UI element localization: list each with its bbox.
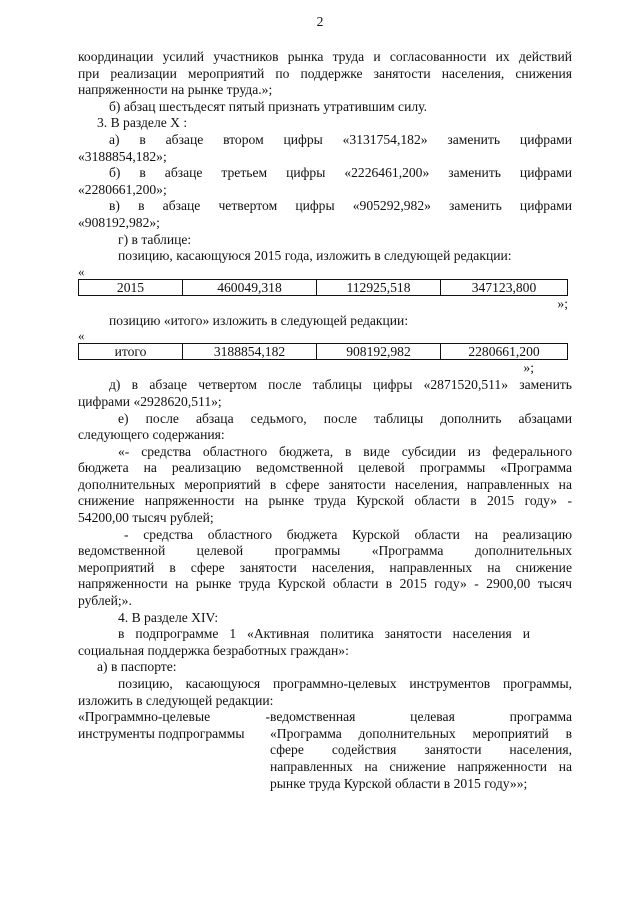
paragraph-line: ведомственной целевой программы «Программа дополнительных [78,543,572,559]
quote-open: « [78,328,85,344]
passport-value-line: рынке труда Курской области в 2015 году»»; [270,775,528,791]
table-row [79,344,568,360]
table-cell: 112925,518 [317,279,441,295]
paragraph-line: напряженности на рынке труда Курской области в 2015 году» - 2900,00 тысяч [78,576,572,592]
paragraph-line: в подпрограмме 1 «Активная политика занятости населения и [118,626,530,642]
paragraph-line: е) после абзаца седьмого, после таблицы дополнить абзацами [118,410,572,426]
table-total [78,343,568,360]
page-number: 2 [316,14,324,29]
table-cell: 347123,800 [441,279,568,295]
paragraph-line: б) абзац шестьдесят пятый признать утратившим силу. [109,98,427,114]
paragraph-line: при реализации мероприятий по поддержке занятости населения, снижения [78,65,572,81]
paragraph-line: цифрами «2928620,511»; [78,393,222,409]
paragraph-line: в) в абзаце четвертом цифры «905292,982» заменить цифрами [109,198,572,214]
passport-label [78,709,270,792]
quote-close: »; [557,295,568,311]
paragraph-line: 54200,00 тысяч рублей; [78,510,214,526]
paragraph-line: напряженности на рынке труда.»; [78,82,273,98]
paragraph-line: позицию, касающуюся 2015 года, изложить в следующей редакции: [118,248,512,264]
paragraph-line: мероприятий в сфере занятости населения, направленных на снижение [78,559,572,575]
passport-value-line: направленных на снижение напряженности на [270,758,572,774]
paragraph-line: бюджета на реализацию ведомственной целевой программы «Программа [78,460,572,476]
section-heading: 3. В разделе X : [97,115,188,131]
document-body [78,49,572,792]
paragraph-line: социальная поддержка безработных граждан»: [78,642,349,658]
paragraph-line: «2280661,200»; [78,181,167,197]
table-2015 [78,279,568,296]
paragraph-line: дополнительных мероприятий в сфере занятости населения, направленных на [78,476,572,492]
passport-value [270,709,572,792]
paragraph-line: изложить в следующей редакции: [78,692,274,708]
table-cell: 460049,318 [183,279,317,295]
paragraph-line: позицию «итого» изложить в следующей редакции: [109,312,409,328]
quote-close: »; [523,360,534,376]
paragraph-line: г) в таблице: [118,231,192,247]
paragraph-line: а) в паспорте: [97,659,177,675]
paragraph-line: координации усилий участников рынка труда и согласованности их действий [78,49,572,64]
table-cell: 3188854,182 [183,344,317,360]
paragraph-line: «3188854,182»; [78,148,167,164]
paragraph-line: позицию, касающуюся программно-целевых инструментов программы, [118,676,572,691]
paragraph-line: следующего содержания: [78,427,225,443]
paragraph-line: д) в абзаце четвертом после таблицы цифры «2871520,511» заменить [109,377,572,393]
paragraph-line: - средства областного бюджета Курской области на реализацию [124,526,572,542]
paragraph-line: а) в абзаце втором цифры «3131754,182» заменить цифрами [109,131,572,147]
passport-position [78,709,572,792]
table-cell: 908192,982 [317,344,441,360]
paragraph-line: б) в абзаце третьем цифры «2226461,200» заменить цифрами [109,165,572,181]
paragraph-line: рублей;». [78,593,132,609]
passport-label-line: инструменты подпрограммы [78,725,245,741]
table-row [79,279,568,295]
paragraph-line: «908192,982»; [78,214,160,230]
quote-open: « [78,263,85,279]
passport-value-line: сфере содействия занятости населения, [270,742,572,758]
table-cell-label: итого [79,344,183,360]
section-heading: 4. В разделе XIV: [118,609,219,625]
table-cell: 2280661,200 [441,344,568,360]
paragraph-line: «- средства областного бюджета, в виде субсидии из федерального [118,443,572,459]
passport-label-line: «Программно-целевые - [78,709,270,725]
paragraph-line: снижение напряженности на рынке труда Курской области в 2015 году» - [78,493,572,509]
passport-value-line: ведомственная целевая программа [270,709,572,725]
table-cell-year: 2015 [79,279,183,295]
passport-value-line: «Программа дополнительных мероприятий в [270,725,572,741]
